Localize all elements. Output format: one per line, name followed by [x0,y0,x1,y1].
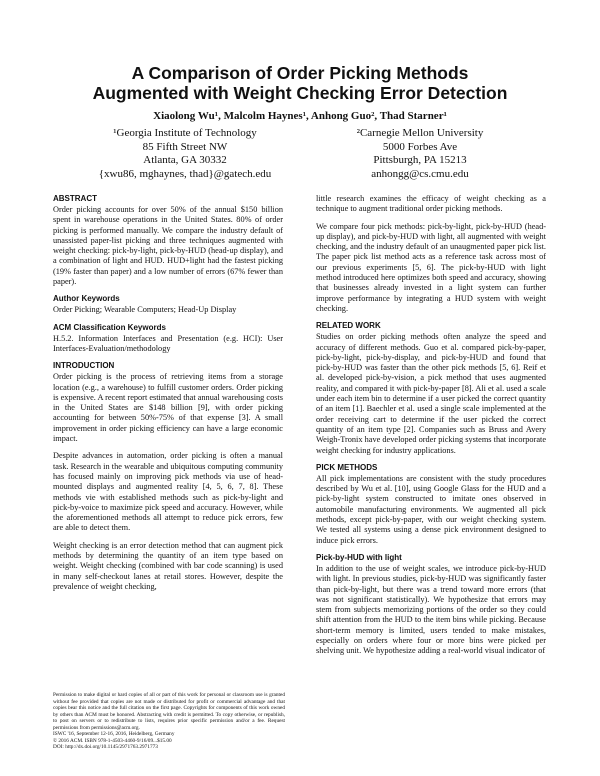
affiliation-1-line: 85 Fifth Street NW [142,140,228,153]
affiliation-2-line: 5000 Forbes Ave [382,140,458,153]
isbn-info: © 2016 ACM. ISBN 978-1-4503-4460-9/16/09...$15.00 [53,737,172,744]
conference-info: ISWC '16, September 12-16, 2016, Heidelberg, Germany [53,731,175,737]
introduction-paragraph: We compare four pick methods: pick-by-light, pick-by-HUD (head-up display), and pick-by-HUD with light, all augmented with weight checking, and the industry default of an unaugmented paper pick list. The paper pick list method acts as a reference task across most of our previous experiments [5, 6]. The pick-by-HUD with light method introduced here optimizes both speed and accuracy, showing that businesses already invested in a light system can further improve performance by integrating a HUD system with weight checking. [316,221,546,313]
doi-link[interactable]: DOI: http://dx.doi.org/10.1145/2971763.2971773 [53,744,158,750]
copyright-footnote [53,692,285,751]
introduction-paragraph: Order picking is the process of retrieving items from a storage location (e.g., a warehouse) to fulfill customer orders. Order picking is expensive. A recent report estimated that annual warehousing costs in the United States are $148 billion [9], with order picking accounting for between 50%-75% of that expense [3]. A small improvement in order picking efficiency can have a large economic impact. [53,372,283,444]
affiliation-1 [70,127,300,181]
affiliation-1-email: {xwu86, mghaynes, thad}@gatech.edu [98,167,272,180]
introduction-paragraph: little research examines the efficacy of weight checking as a technique to augment traditional order picking methods. [316,194,546,214]
author-list: Xiaolong Wu¹, Malcolm Haynes¹, Anhong Guo², Thad Starner¹ [153,110,447,122]
affiliation-2 [300,127,540,181]
keywords-text: Order Picking; Wearable Computers; Head-Up Display [53,305,237,315]
affiliation-2-line: ²Carnegie Mellon University [356,127,484,139]
pick-methods-heading: PICK METHODS [316,462,378,472]
introduction-heading: INTRODUCTION [53,361,115,371]
permission-notice: Permission to make digital or hard copies of all or part of this work for personal or classroom use is granted without fee provided that copies are not made or distributed for profit or commercial advantage and that copies bear this notice and the full citation on the first page. Copyrights for components of this work owned by others than ACM must be honored. Abstracting with credit is permitted. To copy otherwise, or republish, to post on servers or to redistribute to lists, requires prior specific permission and/or a fee. Request permissions from permissions@acm.org. [53,692,285,731]
right-column [316,194,546,664]
left-column [53,194,283,599]
introduction-paragraph: Weight checking is an error detection method that can augment pick methods by determining the quantity of an item type based on weight. Weight checking (combined with bar code scanning) is used in many self-checkout lanes at retail stores. However, despite the prevalence of weight checking, [53,540,283,591]
acm-heading: ACM Classification Keywords [53,322,166,332]
related-work-text: Studies on order picking methods often analyze the speed and accuracy of different methods. Guo et al. compared pick-by-paper, pick-by-light, pick-by-display, and pick-by-HUD and found that pick-by-HUD was faster than the other pick methods [5, 6]. Reif et al. developed pick-by-vision, a pick method that uses augmented reality, and compared it with pick-by-paper [8]. Ali et al. used a scale under each item bin to determine if a user picked the correct quantity of an item [1]. Baechler et al. used a single scale implemented at the order receiving cart to determine if the user picked the correct quantity of an item type [2]. Companies such as Bruss and Avery Weigh-Tronix have developed order picking systems that incorporate weight checking for industry applications. [316,332,546,455]
affiliation-2-email: anhongg@cs.cmu.edu [371,167,469,180]
acm-text: H.5.2. Information Interfaces and Presentation (e.g. HCI): User Interfaces-Evaluation/methodology [53,333,283,353]
pick-methods-text: All pick implementations are consistent with the study procedures described by Wu et al. [10], using Google Glass for the HUD and a pick-by-light system constructed to imitate ones observed in automobile manufacturing environments. We augmented all pick methods, except pick-by-paper, with our weight checking system. We tested all systems using a dense pick environment designed to induce pick errors. [316,473,546,545]
hud-light-text: In addition to the use of weight scales, we introduce pick-by-HUD with light. In previous studies, pick-by-HUD was significantly faster than pick-by-light, but there was a trend toward more errors (that was not significant statistically). We hypothesize that errors may stem from subjects memorizing portions of the order so they could shift attention from the HUD to the item bins while picking. Because short-term memory is limited, users tended to make mistakes, especially on orders where four or more bins were picked per shelving unit. We hypothesize adding a real-world visual indicator of [316,563,546,656]
introduction-paragraph: Despite advances in automation, order picking is often a manual task. Research in the wearable and ubiquitous computing community has focused mainly on improving pick methods via use of head-mounted displays and augmented reality [4, 5, 6, 7, 8]. These methods vie with established methods such as pick-by-light and pick-by-voice to maximize pick speed and accuracy. However, while the aforementioned methods all attempt to reduce pick errors, few are able to detect them. [53,451,283,533]
affiliation-1-line: ¹Georgia Institute of Technology [113,127,257,139]
title-line-2: Augmented with Weight Checking Error Detection [92,83,508,103]
affiliation-1-line: Atlanta, GA 30332 [143,154,227,166]
affiliation-2-line: Pittsburgh, PA 15213 [373,154,467,166]
related-work-heading: RELATED WORK [316,321,381,331]
paper-title [60,63,540,103]
title-line-1: A Comparison of Order Picking Methods [131,63,469,83]
abstract-heading: ABSTRACT [53,194,97,203]
abstract-text: Order picking accounts for over 50% of the annual $150 billion spent in warehouse operations in the United States. 80% of order picking is performed manually. We compare the industry default of unassisted paper-list picking and three techniques augmented with weight checking: pick-by-light, pick-by-HUD (head-up display), and a combination of light and HUD. HUD+light had the fastest picking (19% faster than paper) and a low number of errors (67% fewer than paper). [53,205,283,287]
hud-light-heading: Pick-by-HUD with light [316,552,402,562]
keywords-heading: Author Keywords [53,294,120,304]
